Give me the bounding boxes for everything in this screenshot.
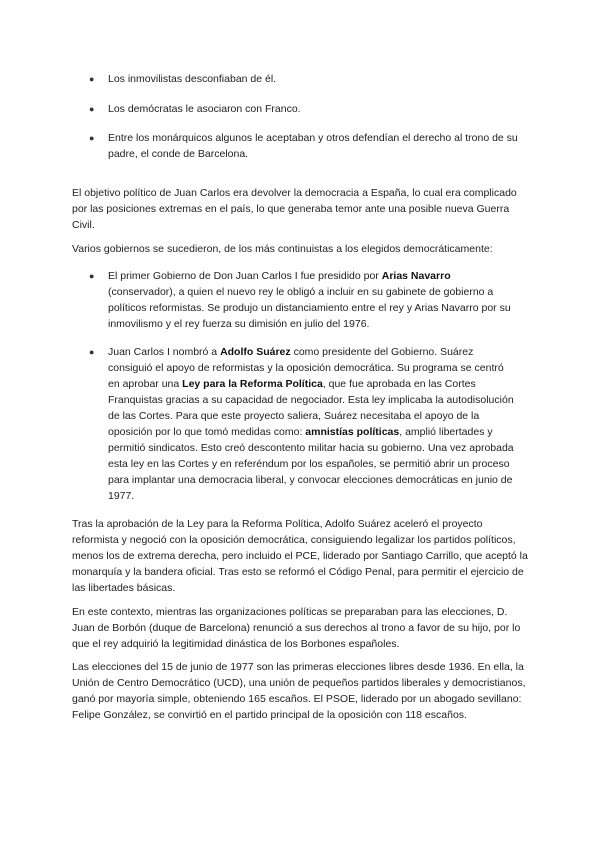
list-item bbox=[89, 130, 518, 162]
bullet-text: Entre los monárquicos algunos le aceptaban y otros defendían el derecho al trono de su padre, el conde de Barcelona. bbox=[108, 132, 518, 160]
gov2-text-3: , que fue aprobada en las Cortes Franquistas gracias a su capacidad de negociador. Esta ley implicaba la autodisolución de las Cortes. Para que este proyecto saliera, Suárez necesitaba el apoyo de la oposición por lo que tomó medidas como: bbox=[108, 378, 514, 438]
paragraph-governments: Varios gobiernos se sucedieron, de los más continuistas a los elegidos democráticamente: bbox=[72, 243, 493, 255]
paragraph-objective: El objetivo político de Juan Carlos era devolver la democracia a España, lo cual era complicado por las posiciones extremas en el país, lo que generaba temor ante una posible nueva Guerra Civil. bbox=[72, 187, 517, 231]
gov1-text-before: El primer Gobierno de Don Juan Carlos I fue presidido por bbox=[108, 270, 382, 282]
bullet-icon: ● bbox=[89, 104, 95, 114]
bullet-text: Los demócratas le asociaron con Franco. bbox=[108, 103, 301, 115]
bullet-icon: ● bbox=[89, 347, 95, 357]
paragraph-context: En este contexto, mientras las organizaciones políticas se preparaban para las elecciones, D. Juan de Borbón (duque de Barcelona) renunció a sus derechos al trono a favor de su hijo, por lo que el rey adquirió la legitimidad dinástica de los Borbones españoles. bbox=[72, 606, 521, 650]
list-item-arias-navarro bbox=[89, 268, 518, 332]
bullet-icon: ● bbox=[89, 271, 95, 281]
gov2-bold-law: Ley para la Reforma Política bbox=[182, 378, 323, 390]
gov2-text-2: como presidente del Gobierno. Suárez consiguió el apoyo de reformistas y la oposición democrática. Su programa se centró en aprobar una bbox=[108, 346, 504, 390]
gov2-text-1: Juan Carlos I nombró a bbox=[108, 346, 221, 358]
list-item-adolfo-suarez bbox=[89, 344, 518, 504]
bullet-icon: ● bbox=[89, 74, 95, 84]
gov1-text-after: (conservador), a quien el nuevo rey le obligó a incluir en su gabinete de gobierno a políticos reformistas. Se produjo un distanciamiento entre el rey y Arias Navarro por su inmovilismo y el rey fuerza su dimisión en julio del 1976. bbox=[108, 286, 511, 330]
gov2-bold-name: Adolfo Suárez bbox=[220, 346, 291, 358]
paragraph-elections: Las elecciones del 15 de junio de 1977 son las primeras elecciones libres desde 1936. En ella, la Unión de Centro Democrático (UCD), una unión de pequeños partidos liberales y democristianos, ganó por mayoría simple, obteniendo 165 escaños. El PSOE, liderado por un abogado sevillano: Felipe González, se convirtió en el partido principal de la oposición con 118 escaños. bbox=[72, 661, 526, 721]
list-item bbox=[89, 101, 518, 117]
gov1-bold-name: Arias Navarro bbox=[381, 270, 451, 282]
gov2-bold-amnesty: amnistías políticas bbox=[305, 426, 400, 438]
gov2-text-4: , amplió libertades y permitió sindicatos. Esto creó descontento militar hacia su gobierno. Una vez aprobada esta ley en las Cortes y en referéndum por los españoles, se permitió abrir un proceso para implantar una democracia liberal, y convocar elecciones democráticas en junio de 1977. bbox=[108, 426, 514, 502]
paragraph-reform: Tras la aprobación de la Ley para la Reforma Política, Adolfo Suárez aceleró el proyecto reformista y negoció con la oposición democrática, consiguiendo legalizar los partidos políticos, menos los de extrema derecha, pero incluido el PCE, liderado por Santiago Carrillo, que aceptó la monarquía y la bandera oficial. Tras esto se reformó el Código Penal, para permitir el ejercicio de las libertades básicas. bbox=[72, 518, 528, 594]
bullet-icon: ● bbox=[89, 133, 95, 143]
list-item bbox=[89, 71, 518, 87]
bullet-text: Los inmovilistas desconfiaban de él. bbox=[108, 73, 277, 85]
